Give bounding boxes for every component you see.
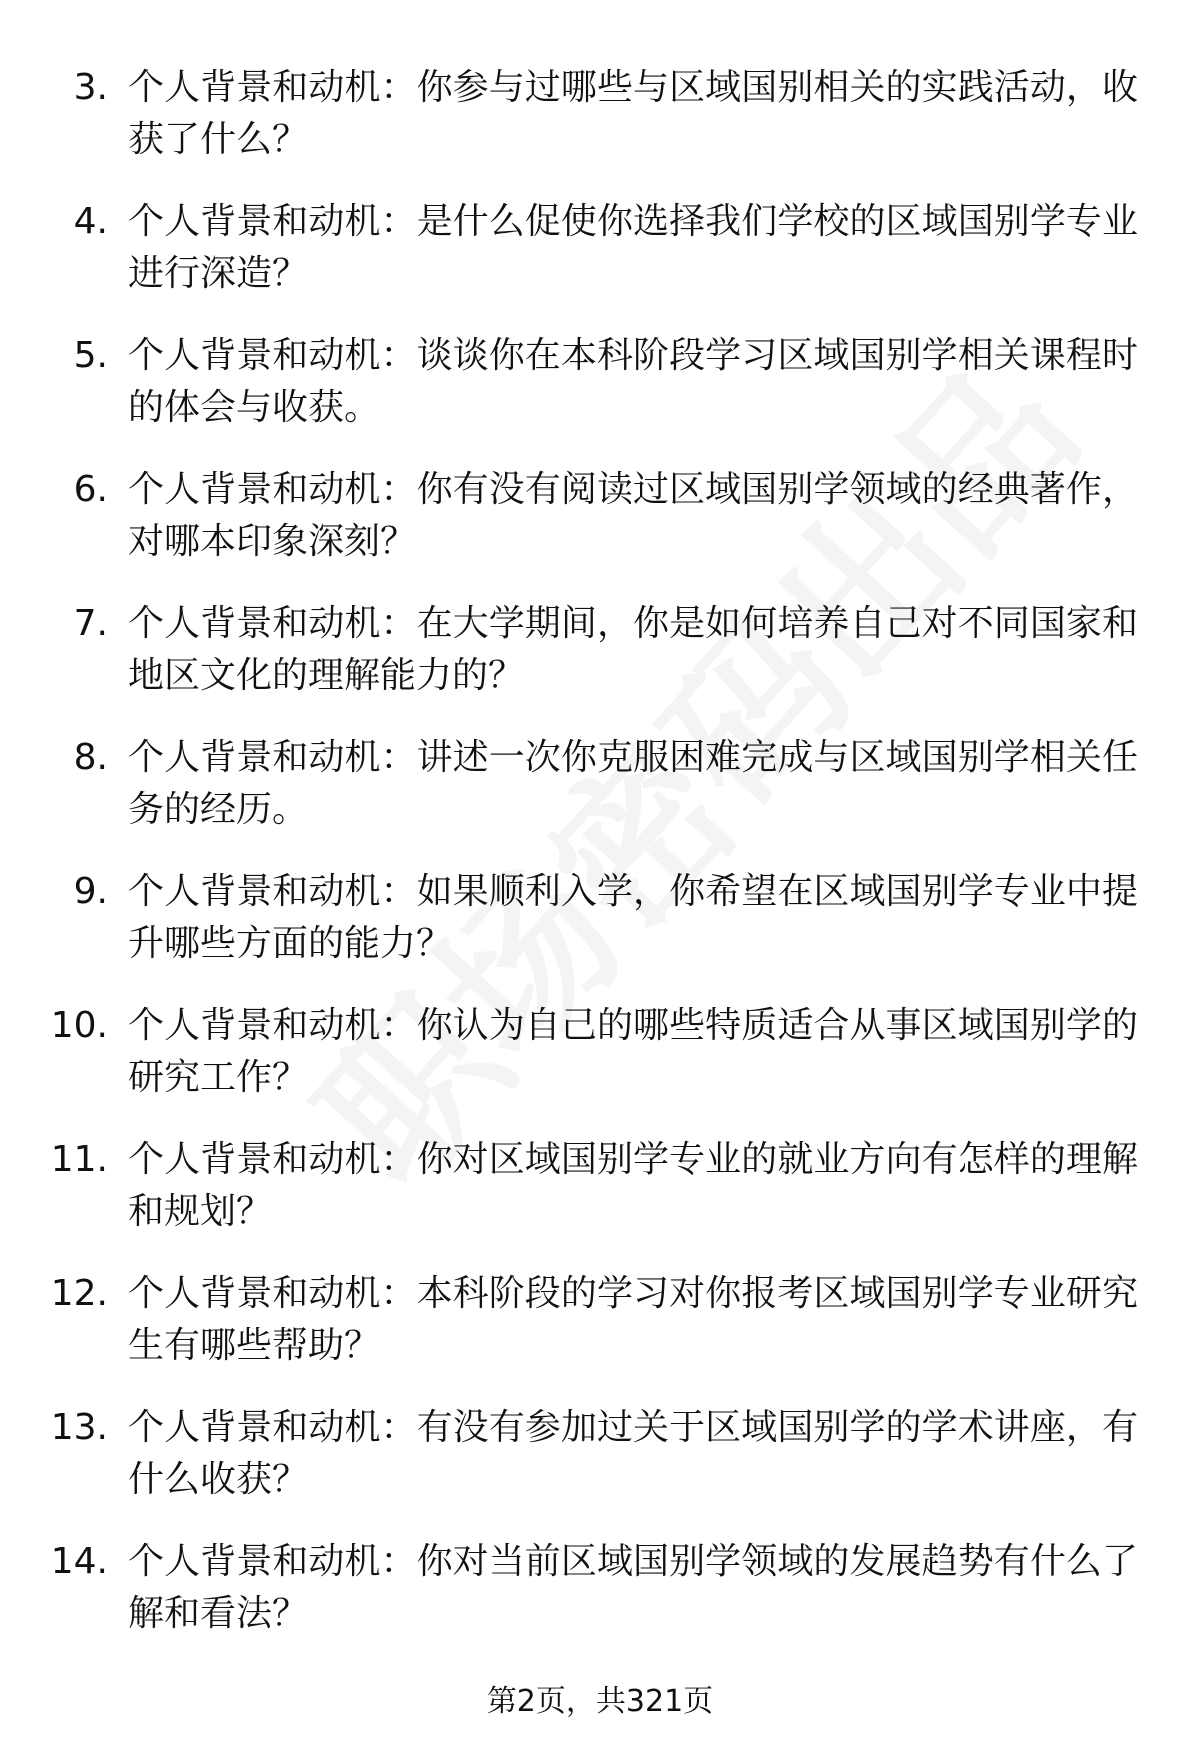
question-text: 个人背景和动机：谈谈你在本科阶段学习区域国别学相关课程时的体会与收获。 bbox=[128, 335, 1138, 428]
question-item bbox=[0, 464, 1200, 598]
question-item bbox=[0, 62, 1200, 196]
question-item bbox=[0, 866, 1200, 1000]
question-item bbox=[0, 598, 1200, 732]
question-text: 个人背景和动机：你认为自己的哪些特质适合从事区域国别学的研究工作？ bbox=[128, 1005, 1138, 1098]
question-text: 个人背景和动机：你参与过哪些与区域国别相关的实践活动，收获了什么？ bbox=[128, 67, 1138, 160]
question-number: 8. bbox=[73, 737, 108, 778]
question-text: 个人背景和动机：你对区域国别学专业的就业方向有怎样的理解和规划？ bbox=[128, 1139, 1138, 1232]
page-footer: 第2页，共321页 bbox=[486, 1684, 714, 1719]
question-item bbox=[0, 1402, 1200, 1536]
question-text: 个人背景和动机：有没有参加过关于区域国别学的学术讲座，有什么收获？ bbox=[128, 1407, 1138, 1500]
question-item bbox=[0, 1268, 1200, 1402]
question-number: 10. bbox=[50, 1005, 108, 1046]
question-text: 个人背景和动机：如果顺利入学，你希望在区域国别学专业中提升哪些方面的能力？ bbox=[128, 871, 1138, 964]
question-item bbox=[0, 196, 1200, 330]
question-text: 个人背景和动机：讲述一次你克服困难完成与区域国别学相关任务的经历。 bbox=[128, 737, 1138, 830]
question-text: 个人背景和动机：你有没有阅读过区域国别学领域的经典著作，对哪本印象深刻？ bbox=[128, 469, 1138, 562]
question-number: 4. bbox=[73, 201, 108, 242]
question-number: 5. bbox=[73, 335, 108, 376]
question-text: 个人背景和动机：本科阶段的学习对你报考区域国别学专业研究生有哪些帮助？ bbox=[128, 1273, 1138, 1366]
question-number: 14. bbox=[50, 1541, 108, 1582]
question-text: 个人背景和动机：是什么促使你选择我们学校的区域国别学专业进行深造？ bbox=[128, 201, 1138, 294]
question-number: 7. bbox=[73, 603, 108, 644]
question-item bbox=[0, 330, 1200, 464]
question-item bbox=[0, 1000, 1200, 1134]
question-item bbox=[0, 732, 1200, 866]
question-item bbox=[0, 1536, 1200, 1670]
question-text: 个人背景和动机：在大学期间，你是如何培养自己对不同国家和地区文化的理解能力的？ bbox=[128, 603, 1138, 696]
question-number: 6. bbox=[73, 469, 108, 510]
question-number: 11. bbox=[50, 1139, 108, 1180]
question-number: 3. bbox=[73, 67, 108, 108]
question-number: 13. bbox=[50, 1407, 108, 1448]
question-item bbox=[0, 1134, 1200, 1268]
question-text: 个人背景和动机：你对当前区域国别学领域的发展趋势有什么了解和看法？ bbox=[128, 1541, 1138, 1634]
question-number: 9. bbox=[73, 871, 108, 912]
question-list bbox=[0, 62, 1200, 1670]
question-number: 12. bbox=[50, 1273, 108, 1314]
